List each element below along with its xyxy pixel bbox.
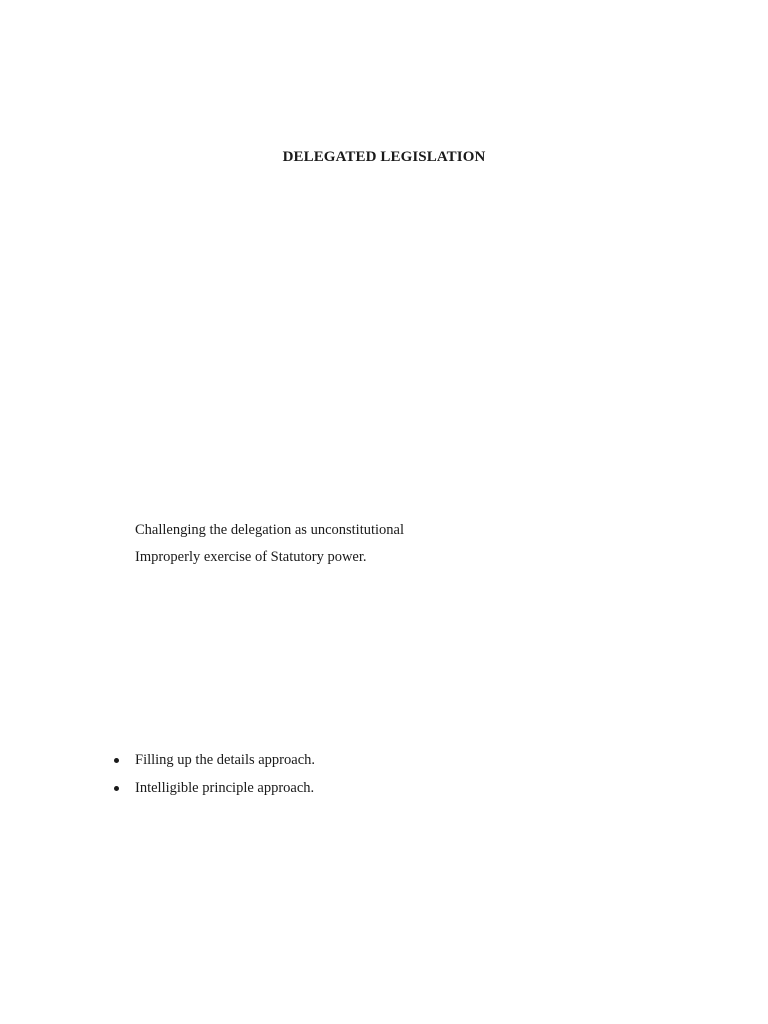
- bullet-text: Filling up the details approach.: [135, 752, 316, 768]
- bullet-icon: [114, 786, 119, 791]
- bullet-text: Intelligible principle approach.: [135, 780, 315, 796]
- paragraph-line-1: Challenging the delegation as unconstitutional: [135, 522, 405, 538]
- paragraph-line-2: Improperly exercise of Statutory power.: [135, 549, 367, 565]
- page-title: DELEGATED LEGISLATION: [282, 149, 486, 165]
- bullet-icon: [114, 758, 119, 763]
